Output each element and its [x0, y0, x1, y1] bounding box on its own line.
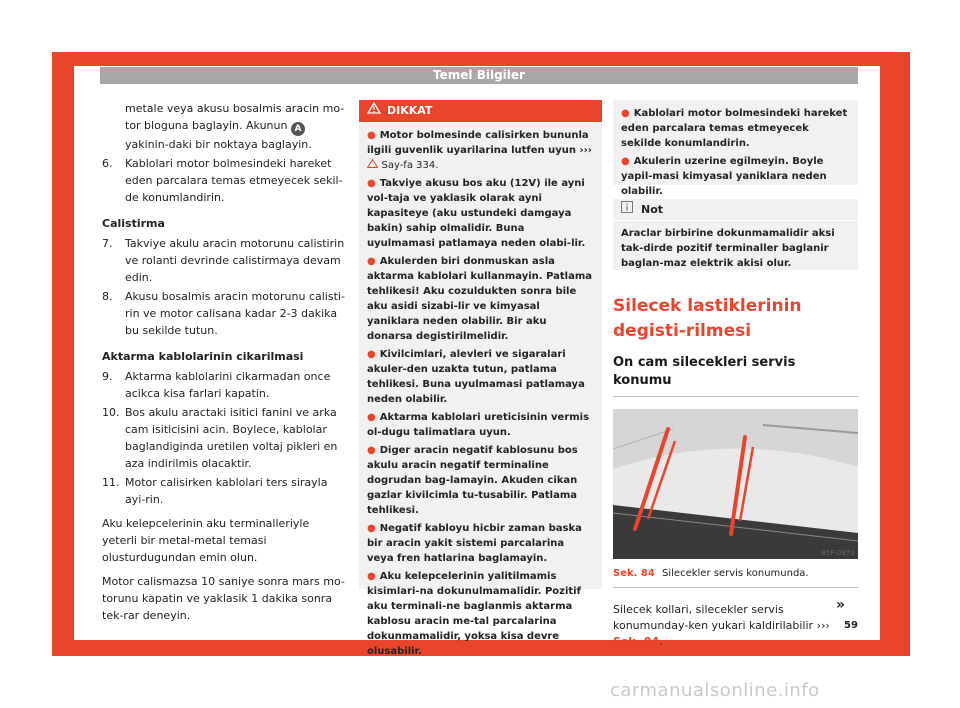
figure-caption — [613, 565, 858, 588]
bullet-icon: ● — [367, 523, 376, 534]
warning-continuation — [613, 100, 858, 197]
arrow-icon: ››› — [579, 145, 592, 156]
bullet-text: Aktarma kablolari ureticisinin vermis ol-dugu talimatlara uyun. — [367, 412, 590, 438]
figure-code: B5F-0970 — [821, 549, 855, 557]
bullet-item — [367, 176, 594, 251]
info-icon — [621, 201, 633, 218]
intro-tail: yakinin-daki bir noktaya baglayin. — [125, 138, 312, 151]
step-item — [102, 288, 347, 339]
note-header — [613, 199, 858, 221]
bullet-icon: ● — [367, 130, 376, 141]
warning-triangle-icon — [367, 100, 381, 122]
step-number: 6. — [102, 157, 113, 170]
bullet-item — [367, 569, 594, 659]
warning-box — [359, 100, 602, 657]
bullet-icon: ● — [367, 178, 376, 189]
step-number: 7. — [102, 237, 113, 250]
bullet-item — [621, 106, 850, 151]
step-list-top — [102, 155, 347, 206]
bullet-text: Aku kelepcelerinin yalitilmamis kisimlari-na dokunulmamalidir. Pozitif aku terminali-ne baglanmis aktarma kablosu aracin me-tal parcalarina dokunmamalidir, yoksa kisa devre olusabilir. — [367, 571, 581, 657]
bullet-icon: ● — [621, 156, 630, 167]
continuation-bullet-list — [621, 106, 850, 199]
step-list-start — [102, 235, 347, 339]
section-title: Silecek lastiklerinin degisti-rilmesi — [613, 296, 802, 341]
bullet-item — [367, 410, 594, 440]
body-paragraph: Silecek kollari, silecekler servis konumunday-ken yukari kaldirilabilir ››› Sek. 84. — [613, 603, 830, 648]
step-number: 8. — [102, 290, 113, 303]
warning-first-text: Motor bolmesinde calisirken bununla ilgili guvenlik uyarilarina lutfen uyun — [367, 130, 589, 156]
figure-caption-text: Silecekler servis konumunda. — [662, 568, 809, 579]
step-list-remove — [102, 368, 347, 508]
step-text: Bos akulu aractaki isitici fanini ve arka cam isiticisini acin. Boylece, kablolar baglandiginda uretilen voltaj pikleri en aza indirilmis olacaktir. — [125, 406, 338, 470]
warning-bullet-first — [367, 128, 594, 173]
body-text: Silecek kollari, silecekler servis konumunday-ken yukari kaldirilabilir — [613, 603, 814, 632]
heading-start: Calistirma — [102, 217, 165, 230]
bullet-item — [367, 347, 594, 407]
continue-icon: » — [836, 597, 846, 613]
warning-header — [359, 100, 602, 122]
figure-reference-link[interactable]: Sek. 84 — [613, 635, 660, 648]
paragraph-clamps: Aku kelepcelerinin aku terminalleriyle yeterli bir metal-metal temasi olusturdugundan emin olun. — [102, 517, 310, 564]
section-subtitle: On cam silecekleri servis konumu — [613, 354, 858, 397]
step-item — [102, 404, 347, 472]
left-column — [102, 100, 347, 624]
right-column — [613, 100, 858, 650]
step-text: Aktarma kablolarini cikarmadan once acikca kisa farlari kapatin. — [125, 370, 331, 400]
middle-column — [359, 100, 602, 657]
step-text: Akusu bosalmis aracin motorunu calisti-rin ve motor calisana kadar 2-3 dakika bu sekilde tutun. — [125, 290, 345, 337]
bullet-text: Diger aracin negatif kablosunu bos akulu aracin negatif terminaline dogrudan bag-lamayin. Akuden cikan gazlar kivilcimla tu-tusabilir. Patlama tehlikesi. — [367, 445, 578, 516]
warning-title: DIKKAT — [387, 104, 433, 117]
wiper-figure — [613, 409, 858, 559]
step-item — [102, 155, 347, 206]
bullet-item — [367, 254, 594, 344]
figure-label: Sek. 84 — [613, 568, 655, 579]
note-title: Not — [641, 203, 664, 216]
note-text: Araclar birbirine dokunmamalidir aksi tak-dirde pozitif terminaller baglanir baglan-maz elektrik akisi olur. — [621, 228, 835, 269]
bullet-item — [367, 521, 594, 566]
warning-body — [359, 122, 602, 668]
page-header: Temel Bilgiler — [100, 67, 858, 84]
bullet-icon: ● — [367, 571, 376, 582]
warning-small-triangle-icon — [367, 160, 378, 171]
bullet-icon: ● — [367, 412, 376, 423]
step-text: Takviye akulu aracin motorunu calistirin ve rolanti devrinde calistirmaya devam edin. — [125, 237, 345, 284]
arrow-icon: ››› — [816, 619, 830, 632]
watermark: carmanualsonline.info — [610, 680, 820, 701]
step-number: 9. — [102, 370, 113, 383]
step-item — [102, 474, 347, 508]
bullet-icon: ● — [621, 108, 630, 119]
warning-bullet-list — [367, 176, 594, 659]
step-text: Kablolari motor bolmesindeki hareket eden parcalara temas etmeyecek sekil-de konumlandirin. — [125, 157, 343, 204]
bullet-text: Kivilcimlari, alevleri ve sigaralari akuler-den uzakta tutun, patlama tehlikesi. Buna uyulmamasi patlamaya neden olabilir. — [367, 349, 585, 405]
step-number: 11. — [102, 476, 120, 489]
step-text: Motor calisirken kablolari ters sirayla ayi-rin. — [125, 476, 328, 506]
heading-remove: Aktarma kablolarinin cikarilmasi — [102, 350, 304, 363]
badge-a: A — [291, 122, 305, 136]
step-item — [102, 368, 347, 402]
step-number: 10. — [102, 406, 120, 419]
bullet-text: Akulerden biri donmuskan asla aktarma kablolari kullanmayin. Patlama tehlikesi! Aku cozuldukten sonra bile aku asidi sizabi-lir ve kimyasal yaniklara neden olabilir. Bir aku donarsa degistirilmelidir. — [367, 256, 593, 342]
bullet-text: Akulerin uzerine egilmeyin. Boyle yapil-masi kimyasal yaniklara neden olabilir. — [621, 156, 827, 197]
bullet-icon: ● — [367, 445, 376, 456]
warning-first-ref[interactable]: Say-fa 334. — [381, 160, 439, 171]
bullet-text: Kablolari motor bolmesindeki hareket eden parcalara temas etmeyecek sekilde konumlandirin. — [621, 108, 848, 149]
bullet-text: Negatif kabloyu hicbir zaman baska bir aracin yakit sistemi parcalarina veya fren hatlarina baglamayin. — [367, 523, 582, 564]
page-number: 59 — [844, 620, 858, 631]
bullet-item — [621, 154, 850, 199]
step-item — [102, 235, 347, 286]
paragraph-retry: Motor calismazsa 10 saniye sonra mars mo-torunu kapatin ve yaklasik 1 dakika sonra tek-rar deneyin. — [102, 575, 345, 622]
wiper-illustration — [613, 409, 858, 559]
intro-paragraph — [102, 100, 347, 153]
bullet-icon: ● — [367, 349, 376, 360]
intro-text: metale veya akusu bosalmis aracin mo-tor bloguna baglayin. Akunun — [125, 102, 345, 132]
note-box — [613, 199, 858, 270]
bullet-text: Takviye akusu bos aku (12V) ile ayni vol-taja ve yaklasik olarak ayni kapasiteye (aku ustundeki damgaya bakin) sahip olmalidir. Buna uyulmamasi patlamaya neden olabi-lir. — [367, 178, 586, 249]
bullet-icon: ● — [367, 256, 376, 267]
bullet-item — [367, 443, 594, 518]
